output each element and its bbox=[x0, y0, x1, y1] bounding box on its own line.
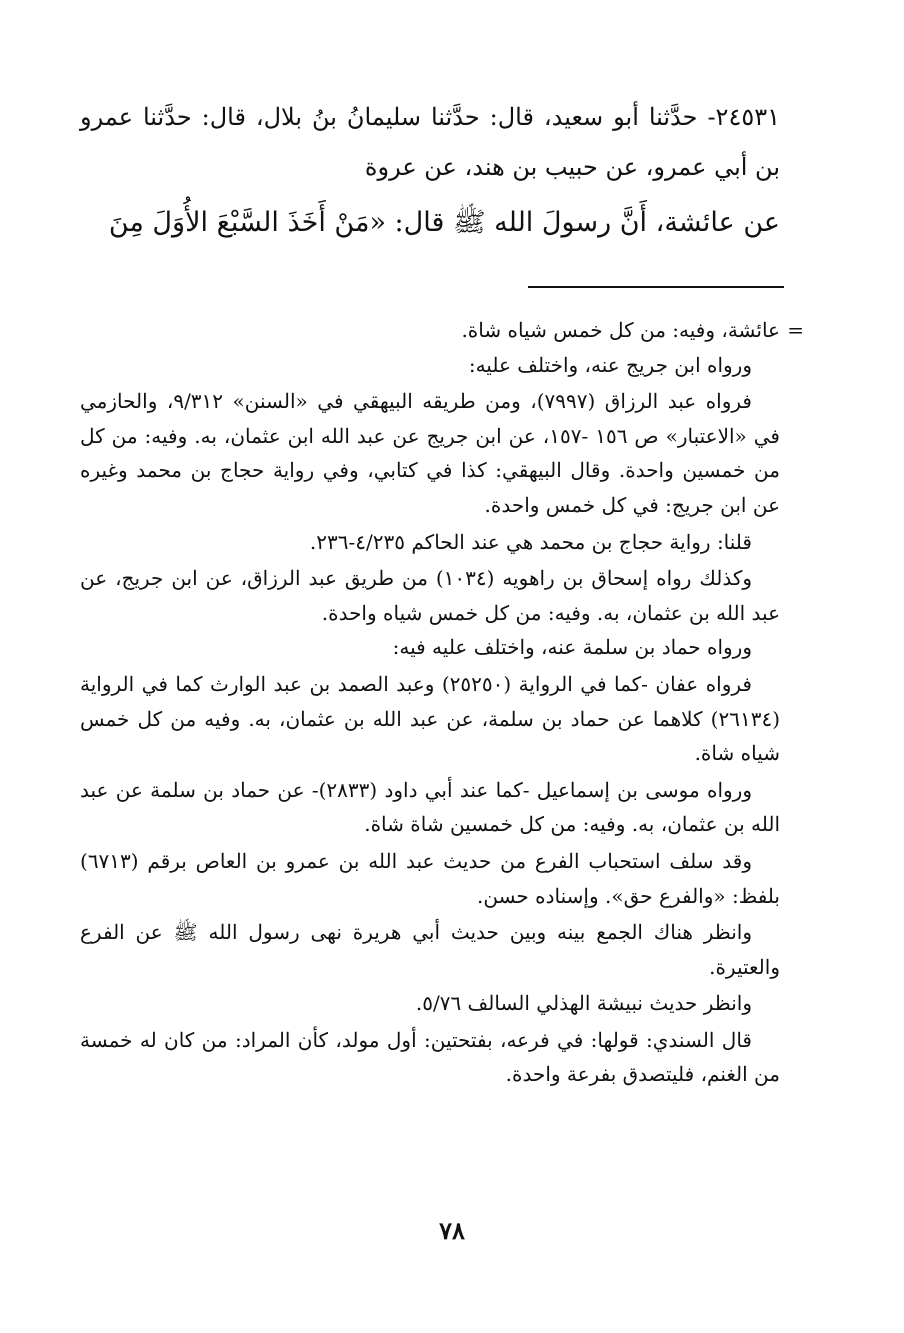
footnote-paragraph-1 bbox=[80, 313, 804, 348]
footnote-paragraph-2: ورواه ابن جريج عنه، واختلف عليه: bbox=[468, 352, 752, 377]
hadith-isnad: ٢٤٥٣١- حدَّثنا أبو سعيد، قال: حدَّثنا سليمانُ بنُ بلال، قال: حدَّثنا عمرو بن أبي عمرو، عن حبيب بن هند، عن عروة bbox=[80, 103, 780, 181]
hadith-matn-start: عن عائشة، أَنَّ رسولَ الله ﷺ قال: «مَنْ أَخَذَ السَّبْعَ الأُوَلَ مِنَ bbox=[108, 207, 780, 238]
hadith-text bbox=[80, 92, 780, 254]
page-number: ٧٨ bbox=[439, 1216, 465, 1245]
footnote-separator bbox=[528, 286, 784, 288]
footnote-paragraph-1-text: عائشة، وفيه: من كل خمس شياه شاة. bbox=[461, 318, 780, 342]
footnote-paragraph-3: فرواه عبد الرزاق (٧٩٩٧)، ومن طريقه البيهقي في «السنن» ٩/٣١٢، والحازمي في «الاعتبار» ص ١٥٦ -١٥٧، عن ابن جريج عن عبد الله ابن عثمان، به. وفيه: من كل من خمسين واحدة. وقال البيهقي: كذا في كتابي، وفي رواية حجاج بن محمد وغيره عن ابن جريج: في كل خمس واحدة. bbox=[80, 389, 780, 517]
footnote-paragraph-8: ورواه موسى بن إسماعيل -كما عند أبي داود (٢٨٣٣)- عن حماد بن سلمة عن عبد الله بن عثمان، به. وفيه: من كل خمسين شاة شاة. bbox=[80, 777, 780, 837]
footnote-paragraph-7: فرواه عفان -كما في الرواية (٢٥٢٥٠) وعبد الصمد بن عبد الوارث كما في الرواية (٢٦١٣٤) كلاهما عن حماد بن سلمة، عن عبد الله بن عثمان، به. وفيه من كل خمس شياه شاة. bbox=[80, 671, 780, 766]
footnote-paragraph-5: وكذلك رواه إسحاق بن راهويه (١٠٣٤) من طريق عبد الرزاق، عن ابن جريج، عن عبد الله بن عثمان، به. وفيه: من كل خمس شياه واحدة. bbox=[80, 566, 780, 625]
continuation-mark: = bbox=[787, 318, 804, 342]
footnote-paragraph-12: قال السندي: قولها: في فرعه، بفتحتين: أول مولد، كأن المراد: من كان له خمسة من الغنم، فليتصدق بفرعة واحدة. bbox=[80, 1027, 780, 1087]
footnote-paragraph-6: ورواه حماد بن سلمة عنه، واختلف عليه فيه: bbox=[392, 635, 752, 660]
footnotes bbox=[80, 313, 804, 1092]
footnote-paragraph-10: وانظر هناك الجمع بينه وبين حديث أبي هريرة نهى رسول الله ﷺ عن الفرع والعتيرة. bbox=[80, 920, 780, 979]
footnote-paragraph-9: وقد سلف استحباب الفرع من حديث عبد الله بن عمرو بن العاص برقم (٦٧١٣) بلفظ: «والفرع حق». وإسناده حسن. bbox=[80, 848, 780, 908]
footnote-paragraph-11: وانظر حديث نبيشة الهذلي السالف ٥/٧٦. bbox=[415, 991, 752, 1016]
footnote-paragraph-4: قلنا: رواية حجاج بن محمد هي عند الحاكم ٤/٢٣٥-٢٣٦. bbox=[309, 529, 752, 554]
